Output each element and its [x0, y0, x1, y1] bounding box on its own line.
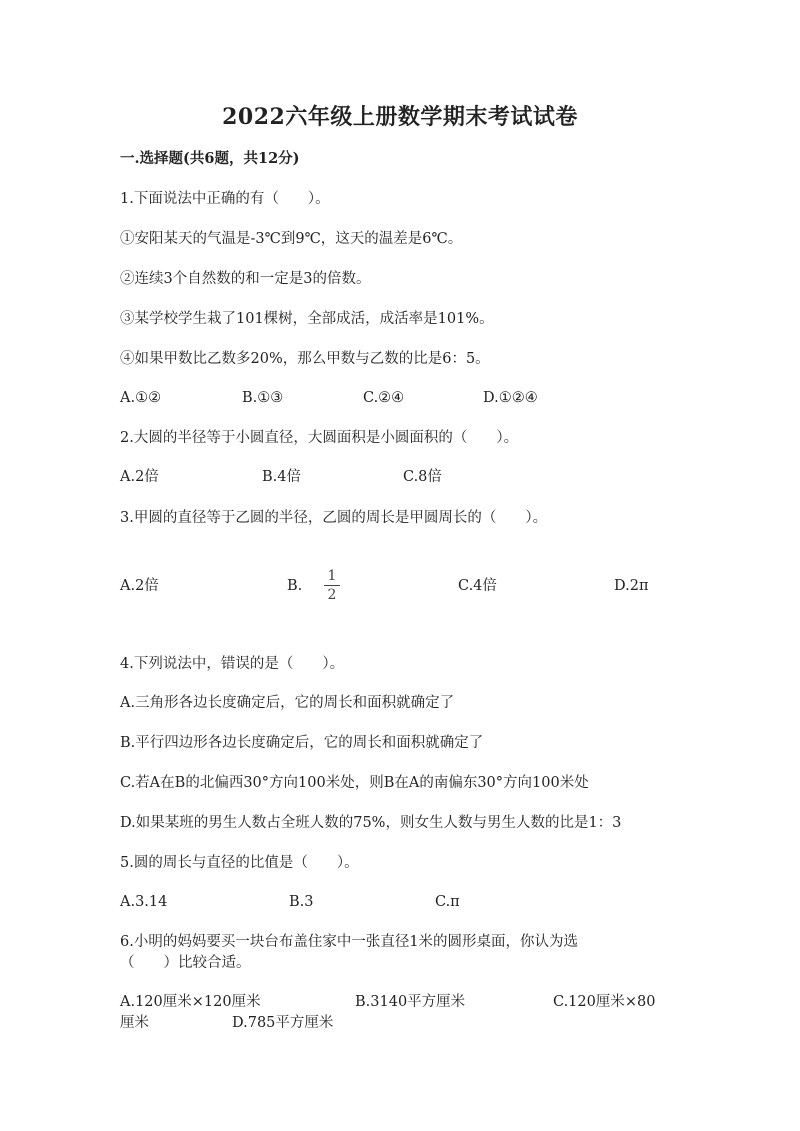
question-5-stem: 5.圆的周长与直径的比值是（ ）。 — [120, 855, 359, 871]
q1-statement-4: ④如果甲数比乙数多20%，那么甲数与乙数的比是6：5。 — [120, 351, 490, 367]
q5-option-a: A.3.14 — [120, 894, 168, 910]
q5-option-b: B.3 — [289, 894, 314, 910]
section-heading: 一.选择题(共6题，共12分) — [120, 150, 300, 167]
fraction-denominator: 2 — [327, 587, 337, 603]
q5-option-c: C.π — [435, 894, 460, 910]
q1-option-a: A.①② — [120, 390, 162, 406]
fraction-numerator: 1 — [327, 568, 337, 584]
q3-option-b-fraction — [322, 568, 342, 603]
question-3-stem: 3.甲圆的直径等于乙圆的半径，乙圆的周长是甲圆周长的（ ）。 — [120, 510, 548, 526]
q6-option-b: B.3140平方厘米 — [355, 994, 466, 1010]
q1-statement-1: ①安阳某天的气温是-3℃到9℃，这天的温差是6℃。 — [120, 231, 463, 247]
q3-option-d: D.2π — [614, 578, 649, 594]
question-2-stem: 2.大圆的半径等于小圆直径，大圆面积是小圆面积的（ ）。 — [120, 430, 519, 446]
q1-statement-2: ②连续3个自然数的和一定是3的倍数。 — [120, 271, 371, 287]
q6-option-c: C.120厘米×80 — [553, 994, 656, 1010]
question-4-stem: 4.下列说法中，错误的是（ ）。 — [120, 656, 345, 672]
question-6-stem-line-2: （ ）比较合适。 — [120, 955, 251, 971]
page-title: 2022六年级上册数学期末考试试卷 — [222, 104, 578, 130]
q2-option-b: B.4倍 — [262, 469, 301, 485]
q3-option-a: A.2倍 — [120, 578, 159, 594]
question-6-stem-line-1: 6.小明的妈妈要买一块台布盖住家中一张直径1米的圆形桌面，你认为选 — [120, 934, 579, 950]
q1-statement-3: ③某学校学生栽了101棵树，全部成活，成活率是101%。 — [120, 311, 494, 327]
question-1-stem: 1.下面说法中正确的有（ ）。 — [120, 191, 330, 207]
q4-option-d: D.如果某班的男生人数占全班人数的75%，则女生人数与男生人数的比是1：3 — [120, 815, 622, 831]
q3-option-b: B. — [287, 578, 303, 594]
q4-option-c: C.若A在B的北偏西30°方向100米处，则B在A的南偏东30°方向100米处 — [120, 775, 589, 791]
q2-option-a: A.2倍 — [120, 469, 159, 485]
q6-option-d: D.785平方厘米 — [232, 1015, 334, 1031]
q1-option-d: D.①②④ — [483, 390, 538, 406]
q6-option-c-continued: 厘米 — [120, 1015, 149, 1031]
q1-option-c: C.②④ — [363, 390, 405, 406]
q4-option-a: A.三角形各边长度确定后，它的周长和面积就确定了 — [120, 695, 455, 711]
q4-option-b: B.平行四边形各边长度确定后，它的周长和面积就确定了 — [120, 735, 484, 751]
q6-option-a: A.120厘米×120厘米 — [120, 994, 261, 1010]
fraction-bar — [324, 585, 340, 586]
q2-option-c: C.8倍 — [403, 469, 442, 485]
q3-option-c: C.4倍 — [458, 578, 497, 594]
q1-option-b: B.①③ — [242, 390, 284, 406]
